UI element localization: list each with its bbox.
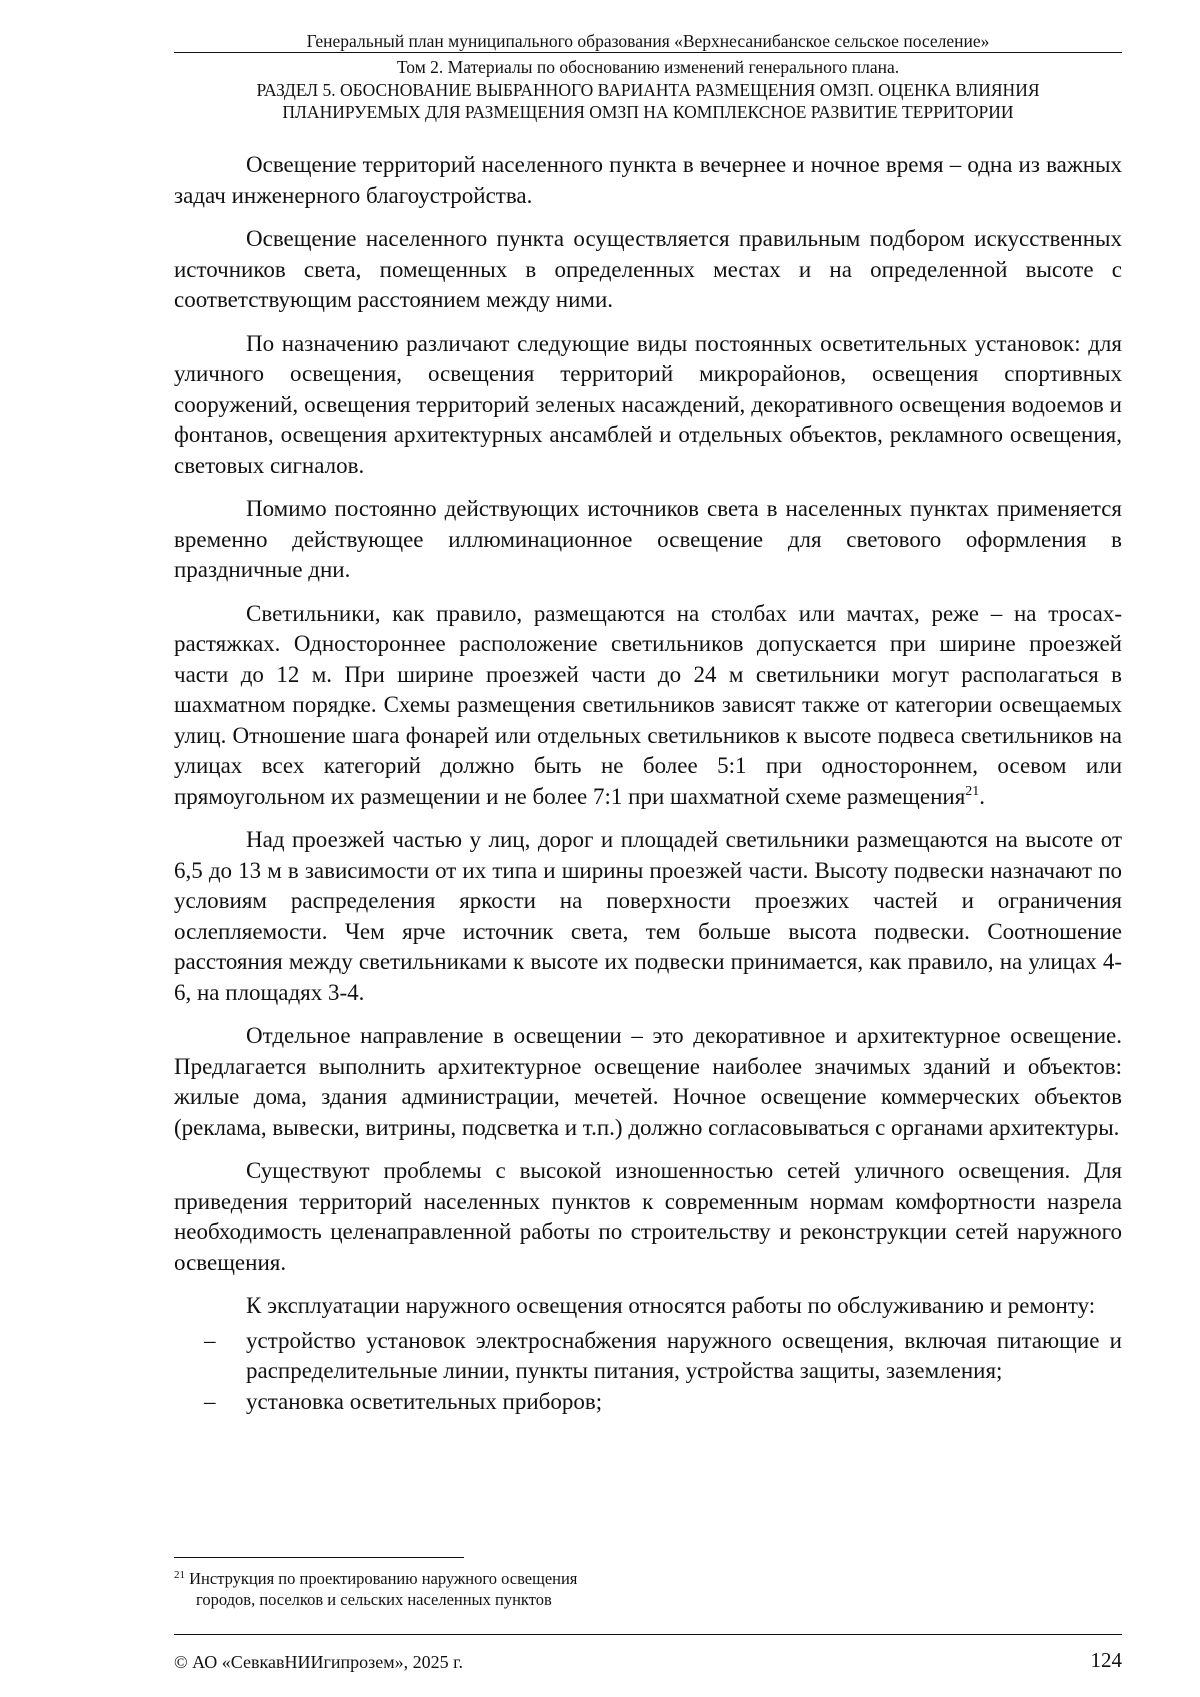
- footer-rule: [174, 1634, 1122, 1635]
- paragraph-1: Освещение территорий населенного пункта в вечернее и ночное время – одна из важных задач инженерного благоустройства.: [174, 152, 1122, 208]
- list-item: [174, 1387, 1122, 1418]
- paragraph-8: Существуют проблемы с высокой изношенностью сетей уличного освещения. Для приведения территорий населенных пунктов к современным нормам комфортности назрела необходимость целенаправленной работы по строительству и реконструкции сетей наружного освещения.: [174, 1158, 1122, 1275]
- header-section: [174, 79, 1122, 123]
- list-item-text: установка осветительных приборов;: [246, 1388, 603, 1414]
- footnote-line2: городов, поселков и сельских населенных пунктов: [196, 1590, 552, 1609]
- header-section-line1: РАЗДЕЛ 5. ОБОСНОВАНИЕ ВЫБРАННОГО ВАРИАНТА РАЗМЕЩЕНИЯ ОМЗП. ОЦЕНКА ВЛИЯНИЯ: [256, 80, 1040, 100]
- list-item-text: устройство установок электроснабжения наружного освещения, включая питающие и распределительные линии, пункты питания, устройства защиты, заземления;: [246, 1327, 1122, 1383]
- list-item: [174, 1326, 1122, 1387]
- header-rule: [174, 52, 1122, 53]
- paragraph-5: [174, 599, 1122, 813]
- body-text: [174, 150, 1122, 1417]
- paragraph-4: Помимо постоянно действующих источников света в населенных пунктах применяется временно действующее иллюминационное освещение для светового оформления в праздничные дни.: [174, 496, 1122, 582]
- footnote-line1: Инструкция по проектированию наружного освещения: [189, 1569, 578, 1588]
- paragraph-9: К эксплуатации наружного освещения относятся работы по обслуживанию и ремонту:: [246, 1293, 1096, 1318]
- footnote-rule: [174, 1557, 464, 1558]
- maintenance-list: [174, 1326, 1122, 1418]
- paragraph-3: По назначению различают следующие виды постоянных осветительных установок: для уличного освещения, освещения территорий микрорайонов, освещения спортивных сооружений, освещения территорий зеленых насаждений, декоративного освещения водоемов и фонтанов, освещения архитектурных ансамблей и отдельных объектов, рекламного освещения, световых сигналов.: [174, 330, 1122, 478]
- footer-copyright: © АО «СевкавНИИгипрозем», 2025 г.: [174, 1652, 463, 1672]
- header-section-line2: ПЛАНИРУЕМЫХ ДЛЯ РАЗМЕЩЕНИЯ ОМЗП НА КОМПЛЕКСНОЕ РАЗВИТИЕ ТЕРРИТОРИИ: [282, 102, 1014, 122]
- header-volume: Том 2. Материалы по обоснованию изменений генерального плана.: [396, 57, 900, 77]
- paragraph-6: Над проезжей частью у лиц, дорог и площадей светильники размещаются на высоте от 6,5 до 13 м в зависимости от их типа и ширины проезжей части. Высоту подвески назначают по условиям распределения яркости на поверхности проезжих частей и ограничения ослепляемости. Чем ярче источник света, тем больше высота подвески. Соотношение расстояния между светильниками к высоте их подвески принимается, как правило, на улицах 4-6, на площадях 3-4.: [174, 827, 1122, 1005]
- list-dash: –: [204, 1327, 216, 1353]
- paragraph-5-end: .: [979, 783, 986, 809]
- footnote-mark: 21: [174, 1569, 185, 1581]
- footnote-reference[interactable]: 21: [965, 783, 980, 799]
- paragraph-7: Отдельное направление в освещении – это декоративное и архитектурное освещение. Предлагается выполнить архитектурное освещение наиболее значимых зданий и объектов: жилые дома, здания администрации, мечетей. Ночное освещение коммерческих объектов (реклама, вывески, витрины, подсветка и т.п.) должно согласовываться с органами архитектуры.: [174, 1023, 1122, 1140]
- paragraph-5-text: Светильники, как правило, размещаются на столбах или мачтах, реже – на тросах-растяжках. Одностороннее расположение светильников допускается при ширине проезжей части до 12 м. При ширине проезжей части до 24 м светильники могут располагаться в шахматном порядке. Схемы размещения светильников зависят также от категории освещаемых улиц. Отношение шага фонарей или отдельных светильников к высоте подвеса светильников на улицах всех категорий должно быть не более 5:1 при одностороннем, осевом или прямоугольном их размещении и не более 7:1 при шахматной схеме размещения: [174, 600, 1122, 809]
- list-dash: –: [204, 1388, 216, 1414]
- footnote: [174, 1568, 874, 1610]
- header-title: Генеральный план муниципального образования «Верхнесанибанское сельское поселение»: [306, 31, 990, 51]
- document-page: [174, 0, 1122, 1697]
- page-number: 124: [1090, 1648, 1122, 1672]
- paragraph-2: Освещение населенного пункта осуществляется правильным подбором искусственных источников света, помещенных в определенных местах и на определенной высоте с соответствующим расстоянием между ними.: [174, 226, 1122, 312]
